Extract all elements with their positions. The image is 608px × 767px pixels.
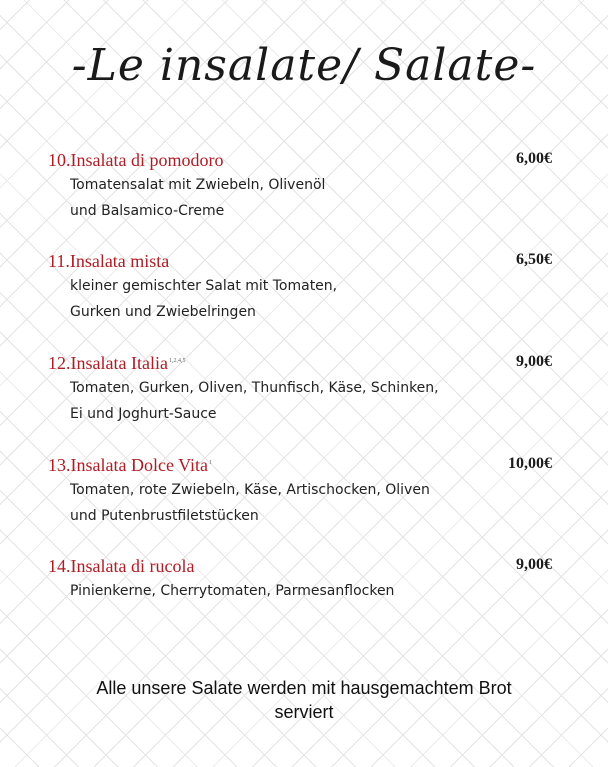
allergen-codes: 1: [209, 460, 213, 466]
description-line: Pinienkerne, Cherrytomaten, Parmesanflocken: [70, 583, 395, 599]
description-line: Tomaten, Gurken, Oliven, Thunfisch, Käse, Schinken,: [70, 380, 439, 396]
item-description: [70, 375, 439, 427]
item-price: 9,00€: [516, 556, 552, 573]
menu-title: -Le insalate/ Salate-: [71, 40, 537, 91]
footer-line: serviert: [274, 702, 334, 722]
description-line: Ei und Joghurt-Sauce: [70, 406, 217, 422]
description-line: Tomaten, rote Zwiebeln, Käse, Artischocken, Oliven: [70, 482, 430, 498]
item-name: 13.Insalata Dolce Vita$^1$: [48, 455, 213, 475]
description-line: und Balsamico-Creme: [70, 203, 225, 219]
item-description: [70, 172, 325, 224]
item-price: 10,00€: [508, 455, 552, 472]
item-name: 10.Insalata di pomodoro: [48, 150, 224, 170]
description-line: kleiner gemischter Salat mit Tomaten,: [70, 278, 338, 294]
description-line: Gurken und Zwiebelringen: [70, 304, 256, 320]
footer-line: Alle unsere Salate werden mit hausgemachtem Brot: [96, 678, 512, 698]
bread-note: [40, 676, 568, 724]
item-price: 6,00€: [516, 150, 552, 167]
item-price: 9,00€: [516, 353, 552, 370]
item-name: 12.Insalata Italia$^{1,2,4,5}$: [48, 353, 186, 373]
description-line: Tomatensalat mit Zwiebeln, Olivenöl: [70, 177, 326, 193]
item-name: 14.Insalata di rucola: [48, 556, 195, 576]
item-description: [70, 273, 337, 325]
item-name: 11.Insalata mista: [48, 251, 170, 271]
description-line: und Putenbrustfiletstücken: [70, 508, 259, 524]
item-price: 6,50€: [516, 251, 552, 268]
item-description: [70, 578, 394, 604]
allergen-codes: 1,2,4,5: [168, 358, 186, 364]
item-description: [70, 477, 430, 529]
